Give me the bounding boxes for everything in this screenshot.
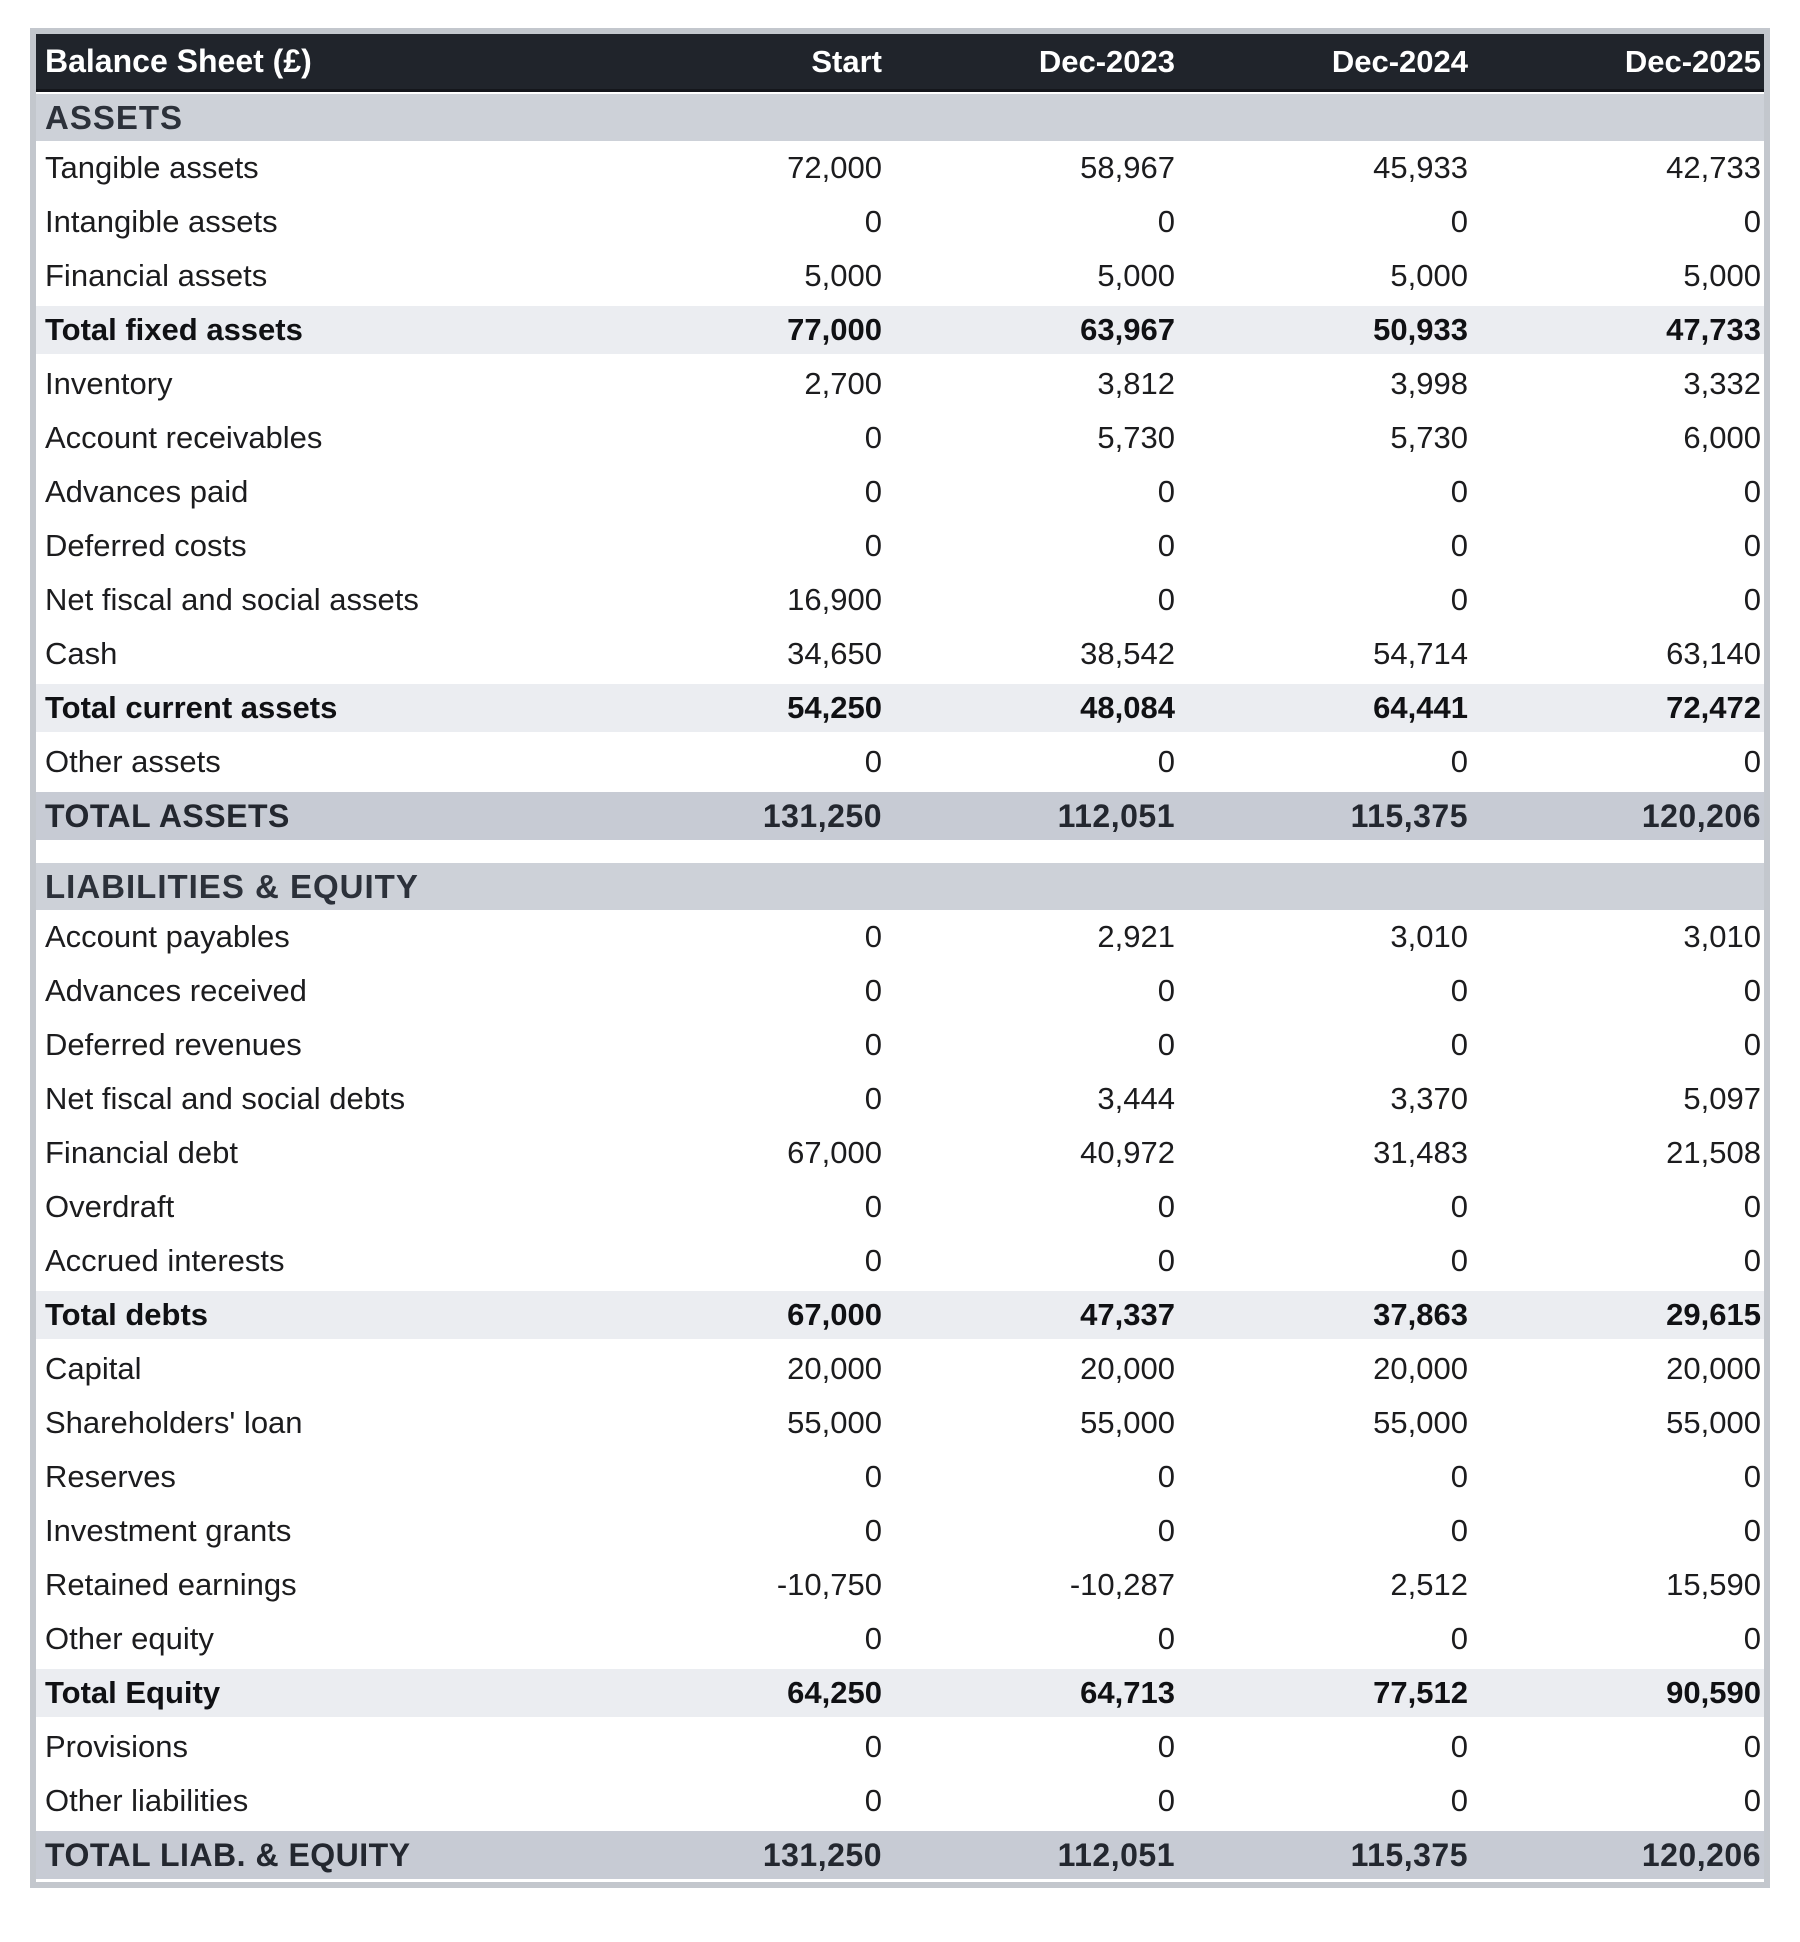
section-spacer bbox=[36, 843, 1764, 861]
cell-value: 63,140 bbox=[1666, 636, 1761, 671]
table-row bbox=[36, 303, 1764, 357]
cell-value: 0 bbox=[864, 1621, 882, 1656]
cell-value: 45,933 bbox=[1373, 150, 1468, 185]
cell-value: 55,000 bbox=[787, 1405, 882, 1440]
cell-value: 0 bbox=[1157, 1027, 1175, 1062]
row-label: Account payables bbox=[45, 919, 290, 954]
cell-value: 42,733 bbox=[1666, 150, 1761, 185]
cell-value: 31,483 bbox=[1373, 1135, 1468, 1170]
cell-value: -10,750 bbox=[776, 1567, 882, 1602]
cell-value: 0 bbox=[1450, 1513, 1468, 1548]
cell-value: 0 bbox=[864, 1189, 882, 1224]
row-label: Overdraft bbox=[45, 1189, 175, 1224]
row-label: Capital bbox=[45, 1351, 142, 1386]
cell-value: 0 bbox=[864, 919, 882, 954]
cell-value: 0 bbox=[864, 204, 882, 239]
cell-value: 0 bbox=[1450, 973, 1468, 1008]
table-row bbox=[36, 1720, 1764, 1774]
cell-value: 0 bbox=[1450, 204, 1468, 239]
cell-value: 2,512 bbox=[1390, 1567, 1468, 1602]
cell-value: 20,000 bbox=[1080, 1351, 1175, 1386]
cell-value: 21,508 bbox=[1666, 1135, 1761, 1170]
table-row bbox=[36, 573, 1764, 627]
row-label: Deferred costs bbox=[45, 528, 247, 563]
cell-value: 0 bbox=[864, 1729, 882, 1764]
column-header-dec-2025: Dec-2025 bbox=[1624, 43, 1761, 79]
cell-value: 6,000 bbox=[1683, 420, 1761, 455]
cell-value: 54,250 bbox=[787, 690, 882, 725]
cell-value: 0 bbox=[1157, 1729, 1175, 1764]
row-label: Total debts bbox=[45, 1297, 209, 1332]
cell-value: 0 bbox=[1743, 1189, 1761, 1224]
column-header-start: Start bbox=[811, 43, 882, 79]
cell-value: 0 bbox=[1157, 1621, 1175, 1656]
table-row bbox=[36, 789, 1764, 843]
cell-value: 0 bbox=[1743, 528, 1761, 563]
row-label: Total Equity bbox=[45, 1675, 221, 1710]
cell-value: 0 bbox=[1743, 474, 1761, 509]
cell-value: 3,332 bbox=[1683, 366, 1761, 401]
cell-value: 0 bbox=[1450, 582, 1468, 617]
row-label: Intangible assets bbox=[45, 204, 278, 239]
table-row bbox=[36, 141, 1764, 195]
cell-value: 58,967 bbox=[1080, 150, 1175, 185]
cell-value: 0 bbox=[1743, 1783, 1761, 1818]
row-label: TOTAL LIAB. & EQUITY bbox=[45, 1836, 411, 1873]
cell-value: 0 bbox=[864, 1243, 882, 1278]
row-label: Inventory bbox=[45, 366, 173, 401]
row-label: Accrued interests bbox=[45, 1243, 285, 1278]
cell-value: 64,441 bbox=[1373, 690, 1468, 725]
cell-value: 55,000 bbox=[1373, 1405, 1468, 1440]
cell-value: 112,051 bbox=[1057, 797, 1175, 834]
section-header bbox=[36, 861, 1764, 910]
cell-value: 120,206 bbox=[1641, 797, 1761, 834]
cell-value: 0 bbox=[1157, 973, 1175, 1008]
cell-value: 131,250 bbox=[762, 1836, 882, 1873]
cell-value: 0 bbox=[1157, 1243, 1175, 1278]
row-label: Total fixed assets bbox=[45, 312, 303, 347]
cell-value: 3,370 bbox=[1390, 1081, 1468, 1116]
table-row bbox=[36, 1180, 1764, 1234]
table-row bbox=[36, 1612, 1764, 1666]
cell-value: 0 bbox=[1157, 1189, 1175, 1224]
table-row bbox=[36, 1504, 1764, 1558]
cell-value: 0 bbox=[864, 1459, 882, 1494]
cell-value: 55,000 bbox=[1666, 1405, 1761, 1440]
cell-value: 0 bbox=[1157, 1459, 1175, 1494]
cell-value: 0 bbox=[1450, 1729, 1468, 1764]
table-row bbox=[36, 1018, 1764, 1072]
cell-value: 120,206 bbox=[1641, 1836, 1761, 1873]
cell-value: 67,000 bbox=[787, 1135, 882, 1170]
table-row bbox=[36, 1072, 1764, 1126]
cell-value: 5,000 bbox=[1097, 258, 1175, 293]
cell-value: 48,084 bbox=[1080, 690, 1175, 725]
cell-value: 0 bbox=[864, 528, 882, 563]
table-row bbox=[36, 465, 1764, 519]
cell-value: 0 bbox=[1743, 1459, 1761, 1494]
cell-value: 0 bbox=[1450, 1243, 1468, 1278]
table-row bbox=[36, 1342, 1764, 1396]
table-row bbox=[36, 735, 1764, 789]
cell-value: 47,733 bbox=[1666, 312, 1761, 347]
cell-value: 3,812 bbox=[1097, 366, 1175, 401]
cell-value: 67,000 bbox=[787, 1297, 882, 1332]
cell-value: 0 bbox=[864, 1513, 882, 1548]
cell-value: 3,998 bbox=[1390, 366, 1468, 401]
table-row bbox=[36, 1774, 1764, 1828]
balance-sheet-table bbox=[30, 28, 1770, 1888]
cell-value: 0 bbox=[1157, 528, 1175, 563]
cell-value: 20,000 bbox=[1666, 1351, 1761, 1386]
cell-value: 0 bbox=[1450, 1621, 1468, 1656]
cell-value: 115,375 bbox=[1350, 1836, 1468, 1873]
cell-value: 5,097 bbox=[1683, 1081, 1761, 1116]
cell-value: 5,000 bbox=[804, 258, 882, 293]
cell-value: 63,967 bbox=[1080, 312, 1175, 347]
row-label: Retained earnings bbox=[45, 1567, 297, 1602]
row-label: Advances received bbox=[45, 973, 307, 1008]
cell-value: 47,337 bbox=[1080, 1297, 1175, 1332]
cell-value: 38,542 bbox=[1080, 636, 1175, 671]
cell-value: 0 bbox=[1743, 1243, 1761, 1278]
row-label: Investment grants bbox=[45, 1513, 292, 1548]
table-row bbox=[36, 411, 1764, 465]
cell-value: 0 bbox=[1743, 204, 1761, 239]
cell-value: 5,730 bbox=[1390, 420, 1468, 455]
table-row bbox=[36, 627, 1764, 681]
table-row bbox=[36, 1288, 1764, 1342]
row-label: Provisions bbox=[45, 1729, 188, 1764]
cell-value: 29,615 bbox=[1666, 1297, 1761, 1332]
table-title: Balance Sheet (£) bbox=[45, 43, 312, 79]
table-row bbox=[36, 1396, 1764, 1450]
cell-value: 0 bbox=[1157, 582, 1175, 617]
cell-value: 72,472 bbox=[1666, 690, 1761, 725]
cell-value: 0 bbox=[1157, 744, 1175, 779]
section-header bbox=[36, 92, 1764, 141]
cell-value: 115,375 bbox=[1350, 797, 1468, 834]
table-header-row bbox=[36, 34, 1764, 92]
cell-value: 0 bbox=[864, 744, 882, 779]
cell-value: 54,714 bbox=[1373, 636, 1468, 671]
table-row bbox=[36, 519, 1764, 573]
cell-value: 0 bbox=[1743, 1729, 1761, 1764]
row-label: Shareholders' loan bbox=[45, 1405, 303, 1440]
cell-value: 0 bbox=[1157, 474, 1175, 509]
cell-value: 0 bbox=[1450, 1459, 1468, 1494]
table-row bbox=[36, 249, 1764, 303]
cell-value: 5,000 bbox=[1683, 258, 1761, 293]
cell-value: 0 bbox=[1450, 1189, 1468, 1224]
row-label: Tangible assets bbox=[45, 150, 259, 185]
cell-value: 3,444 bbox=[1097, 1081, 1175, 1116]
cell-value: 0 bbox=[1743, 744, 1761, 779]
cell-value: 0 bbox=[1743, 582, 1761, 617]
row-label: Advances paid bbox=[45, 474, 249, 509]
cell-value: 20,000 bbox=[1373, 1351, 1468, 1386]
row-label: Deferred revenues bbox=[45, 1027, 302, 1062]
cell-value: 34,650 bbox=[787, 636, 882, 671]
cell-value: 2,700 bbox=[804, 366, 882, 401]
cell-value: 0 bbox=[1157, 1783, 1175, 1818]
cell-value: 20,000 bbox=[787, 1351, 882, 1386]
cell-value: 5,730 bbox=[1097, 420, 1175, 455]
row-label: Financial debt bbox=[45, 1135, 239, 1170]
cell-value: 0 bbox=[1450, 474, 1468, 509]
table-row bbox=[36, 1828, 1764, 1882]
row-label: Other equity bbox=[45, 1621, 214, 1656]
cell-value: 0 bbox=[1157, 204, 1175, 239]
cell-value: 64,713 bbox=[1080, 1675, 1175, 1710]
cell-value: 131,250 bbox=[762, 797, 882, 834]
cell-value: 90,590 bbox=[1666, 1675, 1761, 1710]
cell-value: 77,000 bbox=[787, 312, 882, 347]
table-row bbox=[36, 1558, 1764, 1612]
cell-value: 0 bbox=[1450, 1783, 1468, 1818]
table-row bbox=[36, 910, 1764, 964]
cell-value: 0 bbox=[864, 1027, 882, 1062]
row-label: Net fiscal and social debts bbox=[45, 1081, 406, 1116]
row-label: Other assets bbox=[45, 744, 221, 779]
cell-value: 64,250 bbox=[787, 1675, 882, 1710]
table-row bbox=[36, 681, 1764, 735]
cell-value: 3,010 bbox=[1390, 919, 1468, 954]
row-label: Reserves bbox=[45, 1459, 176, 1494]
table-row bbox=[36, 964, 1764, 1018]
table-row bbox=[36, 195, 1764, 249]
cell-value: 37,863 bbox=[1373, 1297, 1468, 1332]
cell-value: 2,921 bbox=[1097, 919, 1175, 954]
row-label: Financial assets bbox=[45, 258, 268, 293]
cell-value: 0 bbox=[1743, 1621, 1761, 1656]
table-row bbox=[36, 1126, 1764, 1180]
cell-value: 0 bbox=[1450, 744, 1468, 779]
cell-value: 72,000 bbox=[787, 150, 882, 185]
table-body bbox=[36, 92, 1764, 1882]
row-label: Net fiscal and social assets bbox=[45, 582, 419, 617]
cell-value: 40,972 bbox=[1080, 1135, 1175, 1170]
row-label: Other liabilities bbox=[45, 1783, 249, 1818]
table-row bbox=[36, 1234, 1764, 1288]
cell-value: 55,000 bbox=[1080, 1405, 1175, 1440]
cell-value: 77,512 bbox=[1373, 1675, 1468, 1710]
cell-value: -10,287 bbox=[1069, 1567, 1175, 1602]
row-label: Total current assets bbox=[45, 690, 338, 725]
row-label: TOTAL ASSETS bbox=[45, 797, 290, 834]
cell-value: 0 bbox=[1157, 1513, 1175, 1548]
cell-value: 112,051 bbox=[1057, 1836, 1175, 1873]
cell-value: 16,900 bbox=[787, 582, 882, 617]
cell-value: 3,010 bbox=[1683, 919, 1761, 954]
cell-value: 0 bbox=[1450, 1027, 1468, 1062]
cell-value: 0 bbox=[1743, 1027, 1761, 1062]
table-row bbox=[36, 1450, 1764, 1504]
column-header-dec-2023: Dec-2023 bbox=[1038, 43, 1175, 79]
cell-value: 0 bbox=[1743, 973, 1761, 1008]
cell-value: 15,590 bbox=[1666, 1567, 1761, 1602]
column-header-dec-2024: Dec-2024 bbox=[1331, 43, 1468, 79]
table-row bbox=[36, 1666, 1764, 1720]
table-row bbox=[36, 357, 1764, 411]
section-header-label: ASSETS bbox=[45, 98, 184, 136]
cell-value: 0 bbox=[864, 420, 882, 455]
cell-value: 0 bbox=[864, 973, 882, 1008]
cell-value: 0 bbox=[864, 474, 882, 509]
cell-value: 0 bbox=[1743, 1513, 1761, 1548]
row-label: Cash bbox=[45, 636, 118, 671]
cell-value: 0 bbox=[1450, 528, 1468, 563]
cell-value: 50,933 bbox=[1373, 312, 1468, 347]
cell-value: 0 bbox=[864, 1081, 882, 1116]
row-label: Account receivables bbox=[45, 420, 323, 455]
section-header-label: LIABILITIES & EQUITY bbox=[45, 867, 419, 905]
cell-value: 5,000 bbox=[1390, 258, 1468, 293]
cell-value: 0 bbox=[864, 1783, 882, 1818]
